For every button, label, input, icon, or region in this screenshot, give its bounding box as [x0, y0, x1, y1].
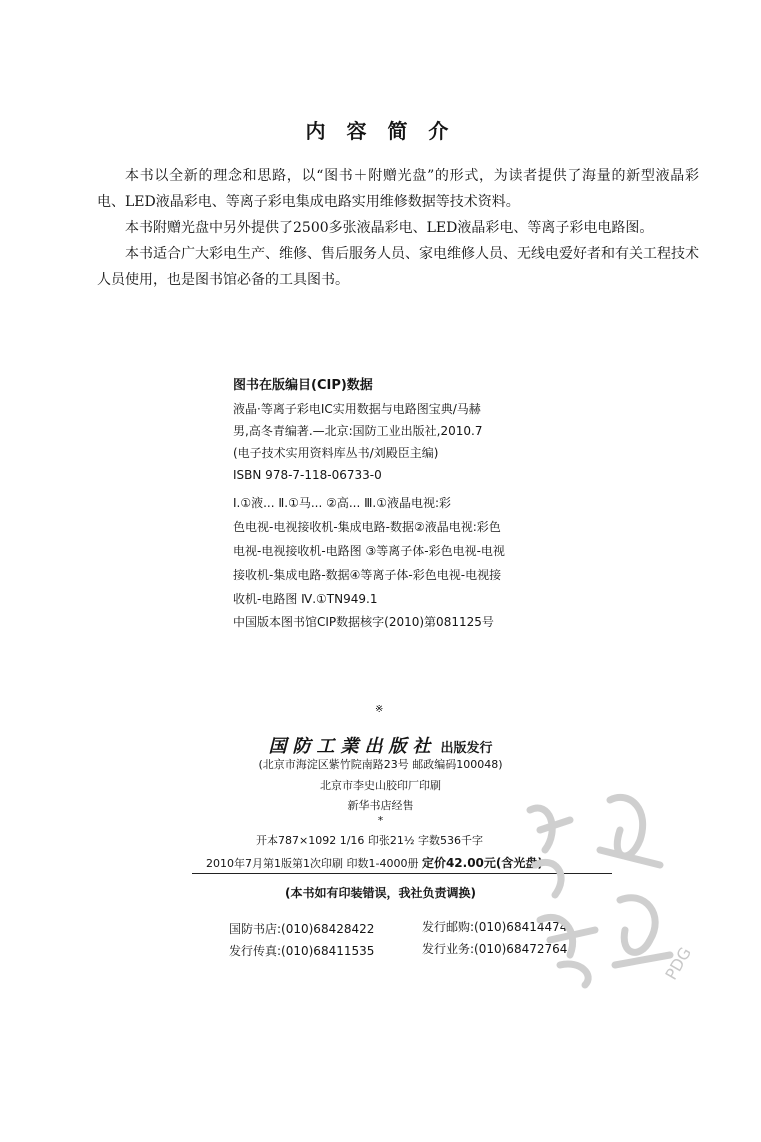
watermark-text: PDG	[661, 943, 695, 984]
intro-paragraph: 本书以全新的理念和思路，以“图书＋附赠光盘”的形式，为读者提供了海量的新型液晶彩电、LED液晶彩电、等离子彩电集成电路实用维修数据等技术资料。	[97, 168, 699, 210]
intro-paragraph: 本书附赠光盘中另外提供了2500多张液晶彩电、LED液晶彩电、等离子彩电电路图。	[125, 220, 654, 236]
star-mark: *	[377, 814, 384, 827]
print-specs	[206, 832, 543, 871]
contact-mail-order: 发行邮购:(010)68414474	[422, 920, 568, 934]
distributor: 新华书店经售	[347, 799, 414, 812]
publisher-issue-label: 出版发行	[440, 741, 493, 756]
cip-subjects	[233, 491, 505, 611]
watermark-stamp	[500, 770, 710, 1000]
price: 定价42.00元(含光盘)	[421, 856, 543, 870]
print-specs-line: 开本787×1092 1/16 印张21½ 字数536千字	[256, 834, 484, 847]
notice: (本书如有印装错误，我社负责调换)	[285, 886, 476, 900]
cip-subject-line: 色电视-电视接收机-集成电路-数据②液晶电视:彩色	[233, 520, 501, 534]
cip-subject-line: Ⅰ.①液... Ⅱ.①马... ②高... Ⅲ.①液晶电视:彩	[233, 496, 452, 510]
cip-subject-line: 电视-电视接收机-电路图 ③等离子体-彩色电视-电视	[233, 544, 505, 558]
publisher-logo: 国防工業出版社	[268, 736, 437, 757]
contact-business: 发行业务:(010)68472764	[422, 942, 568, 956]
watermark-seal-strokes	[530, 797, 670, 985]
separator-mark: ※	[375, 704, 384, 715]
cip-subject-line: 收机-电路图 Ⅳ.①TN949.1	[233, 592, 378, 606]
page-title: 内 容 简 介	[305, 119, 456, 143]
cip-subject-line: 接收机-集成电路-数据④等离子体-彩色电视-电视接	[233, 568, 502, 582]
cip-record-line: ISBN 978-7-118-06733-0	[233, 468, 382, 482]
cip-record-line: 男,高冬青编著.—北京:国防工业出版社,2010.7	[233, 424, 483, 438]
printer: 北京市李史山胶印厂印刷	[320, 779, 441, 792]
contact-bookstore: 国防书店:(010)68428422	[229, 922, 375, 936]
cip-catalog-number: 中国版本图书馆CIP数据核字(2010)第081125号	[233, 615, 494, 629]
contact-fax: 发行传真:(010)68411535	[229, 944, 375, 958]
intro-section	[97, 163, 699, 293]
cip-record-line: (电子技术实用资料库丛书/刘殿臣主编)	[233, 446, 439, 460]
cip-record-line: 液晶·等离子彩电IC实用数据与电路图宝典/马赫	[233, 402, 481, 416]
print-specs-line: 2010年7月第1版第1次印刷 印数1-4000册	[206, 857, 419, 870]
cip-heading: 图书在版编目(CIP)数据	[233, 378, 373, 393]
intro-paragraph: 本书适合广大彩电生产、维修、售后服务人员、家电维修人员、无线电爱好者和有关工程技术人员使用，也是图书馆必备的工具图书。	[97, 246, 699, 288]
cip-record	[233, 398, 482, 486]
publisher-line	[0, 732, 761, 758]
publisher-address: (北京市海淀区紫竹院南路23号 邮政编码100048)	[258, 758, 503, 771]
